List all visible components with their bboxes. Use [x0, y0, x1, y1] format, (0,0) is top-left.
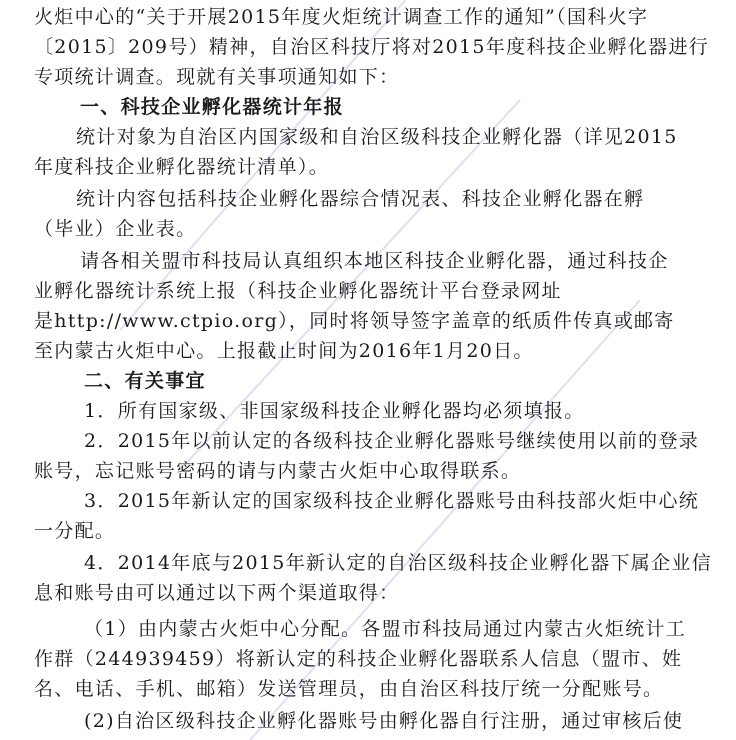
doc-line-14: 1．所有国家级、非国家级科技企业孵化器均必须填报。 — [84, 400, 585, 422]
doc-line-6: 年度科技企业孵化器统计清单）。 — [34, 156, 330, 178]
doc-line-23: 名、电话、手机、邮箱）发送管理员，由自治区科技厅统一分配账号。 — [34, 678, 664, 700]
doc-line-9: 请各相关盟市科技局认真组织本地区科技企业孵化器，通过科技企 — [80, 250, 669, 272]
doc-line-1: 火炬中心的“关于开展2015年度火炬统计调查工作的通知”（国科火字 — [34, 6, 649, 28]
doc-line-21: （1）由内蒙古火炬中心分配。各盟市科技局通过内蒙古火炬统计工 — [84, 618, 687, 640]
doc-line-20: 息和账号由可以通过以下两个渠道取得： — [34, 582, 400, 604]
doc-line-11: 是http://www.ctpio.org），同时将领导签字盖章的纸质件传真或邮寄 — [34, 310, 675, 332]
doc-line-10: 业孵化器统计系统上报（科技企业孵化器统计平台登录网址 — [34, 280, 562, 302]
doc-line-15: 2．2015年以前认定的各级科技企业孵化器账号继续使用以前的登录 — [84, 430, 700, 452]
doc-line-16: 账号，忘记账号密码的请与内蒙古火炬中心取得联系。 — [34, 460, 522, 482]
doc-line-5: 统计对象为自治区内国家级和自治区级科技企业孵化器（详见2015 — [76, 126, 678, 148]
doc-line-18: 一分配。 — [34, 520, 116, 542]
section-heading-1: 一、科技企业孵化器统计年报 — [80, 96, 344, 118]
doc-line-2: 〔2015〕209号）精神，自治区科技厅将对2015年度科技企业孵化器进行 — [34, 36, 710, 58]
doc-line-12: 至内蒙古火炬中心。上报截止时间为2016年1月20日。 — [34, 340, 534, 362]
doc-line-24: (2)自治区级科技企业孵化器账号由孵化器自行注册，通过审核后使 — [84, 710, 684, 732]
doc-line-17: 3．2015年新认定的国家级科技企业孵化器账号由科技部火炬中心统 — [84, 490, 700, 512]
doc-line-22: 作群（244939459）将新认定的科技企业孵化器联系人信息（盟市、姓 — [34, 648, 683, 670]
doc-line-7: 统计内容包括科技企业孵化器综合情况表、科技企业孵化器在孵 — [76, 188, 645, 210]
doc-line-8: （毕业）企业表。 — [34, 218, 197, 240]
doc-line-3: 专项统计调查。现就有关事项通知如下： — [34, 66, 400, 88]
doc-line-19: 4．2014年底与2015年新认定的自治区级科技企业孵化器下属企业信 — [84, 552, 712, 574]
section-heading-2: 二、有关事宜 — [84, 370, 206, 392]
